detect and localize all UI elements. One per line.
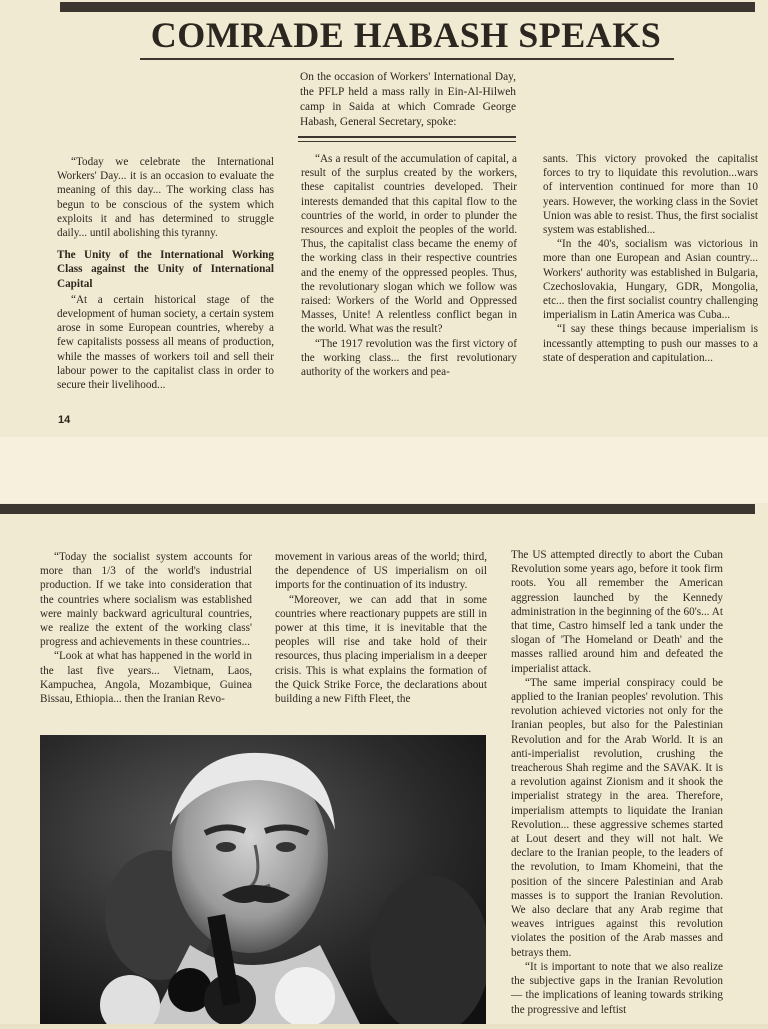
bottom-column-1 (40, 550, 252, 706)
paragraph: “I say these things because imperialism is incessantly attempting to push our masses to a state of desperation and capitulation... (543, 323, 758, 364)
article-intro: On the occasion of Workers' International Day, the PFLP held a mass rally in Ein-Al-Hilweh camp in Saida at which Comrade George Habash, General Secretary, spoke: (300, 71, 516, 128)
page-number: 14 (58, 414, 71, 426)
top-column-1 (57, 155, 274, 392)
paragraph: The US attempted directly to abort the Cuban Revolution some years ago, before it took firm roots. You all remember the American aggression launched by the Kennedy administration in the beginning of the 60's... At that time, Castro himself led a tank under the slogan of 'The Homeland or Death' and the masses rallied around him and defeated the imperialist attack. (511, 549, 723, 675)
article-headline: COMRADE HABASH SPEAKS (150, 15, 662, 55)
paragraph: “Look at what has happened in the world in the last five years... Vietnam, Laos, Kampuchea, Angola, Mozambique, Guinea Bissau, Ethiopia... then the Iranian Revo- (40, 650, 252, 706)
top-column-2 (301, 152, 517, 379)
bottom-column-2 (275, 550, 487, 706)
paragraph: “As a result of the accumulation of capital, a result of the surplus created by the workers, these capitalist countries developed. Their interests demanded that this capital flow to the countries of the world, in order to plunder the resources and exploit the peoples of the world. Thus, the capitalist class became the enemy of the working class in their respective countries and the enemy of the oppressed peoples. Thus, the revolutionary slogan which we follow was raised: Workers of the World and Oppressed Masses, Unite! A relentless conflict began in the world. What was the result? (301, 153, 517, 336)
speaker-photo-illustration (40, 735, 486, 1024)
page-gap (0, 437, 768, 503)
paragraph: “The same imperial conspiracy could be applied to the Iranian peoples' revolution. This revolution achieved victories not only for the Iranian peoples, but also for the Palestinian Revolution and for the Arab World. It is an anti-imperialist revolution, crushing the treacherous Shah regime and the SAVAK. It is a revolution against Zionism and it shook the imperialist strategy in the area. Therefore, imperialism attempts to liquidate the Iranian Revolution... these aggressive schemes started at Lout desert and they will not halt. We declare to the Iranian people, to the leaders of the revolution, to Imam Khomeini, that the position of the sincere Palestinian and Arab masses is to support the Iranian Revolution. We also declare that any Arab regime that weaves intrigues against this revolution violates the position of the Arab masses and betrays them. (511, 676, 723, 959)
paragraph: sants. This victory provoked the capitalist forces to try to liquidate this revolution...wars of intervention continued for more than 10 years. However, the working class in the Soviet Union was able to resist. Thus, the first socialist system was established... (543, 153, 758, 237)
speaker-photo (40, 735, 486, 1024)
section-subhead: The Unity of the International Working Class against the Unity of International Capital (57, 249, 274, 290)
headline-underline (140, 58, 674, 60)
header-rule (60, 2, 755, 12)
paragraph: “The 1917 revolution was the first victory of the working class... the first revolutionary authority of the workers and pea- (301, 337, 517, 379)
paragraph: “In the 40's, socialism was victorious in more than one European and Asian country... Workers' authority was established in Bulgaria, Czechoslovakia, Hungary, GDR, Mongolia, etc... then the first socialist country challenging imperialism in Latin America was Cuba... (543, 238, 758, 322)
paragraph: “At a certain historical stage of the development of human society, a certain system arose in some European countries, whereby a few capitalists possess all means of production, while the masses of workers toil and sell their labour power to the capitalist class in order to secure their livelihood... (57, 293, 274, 392)
header-rule (0, 504, 755, 514)
bottom-column-3 (511, 548, 723, 1017)
paragraph: “Moreover, we can add that in some countries where reactionary puppets are still in power at this time, it is inevitable that the peoples will rise and take hold of their resources, thus placing imperialism in a deeper crisis. This is what explains the formation of the Quick Strike Force, the declarations about building a new Fifth Fleet, the (275, 593, 487, 706)
top-column-3 (543, 152, 758, 365)
paragraph: movement in various areas of the world; third, the dependence of US imperialism on oil imports for the continuation of its industry. (275, 551, 487, 592)
intro-rule-2 (298, 141, 516, 142)
intro-rule (298, 136, 516, 138)
paragraph: “Today we celebrate the International Workers' Day... it is an occasion to evaluate the meaning of this day... The working class has begun to be conscious of the system which exploits it and has determined to struggle daily... until abolishing this tyranny. (57, 156, 274, 240)
paragraph: “Today the socialist system accounts for more than 1/3 of the world's industrial production. If we take into consideration that the countries where socialism was established were mainly backward agricultural countries, we realize the extent of the working class' progress and achievements in these countries... (40, 551, 252, 649)
top-page (0, 0, 768, 437)
paragraph: “It is important to note that we also realize the subjective gaps in the Iranian Revolution — the implications of leaning towards striking the progressive and leftist (511, 960, 723, 1016)
